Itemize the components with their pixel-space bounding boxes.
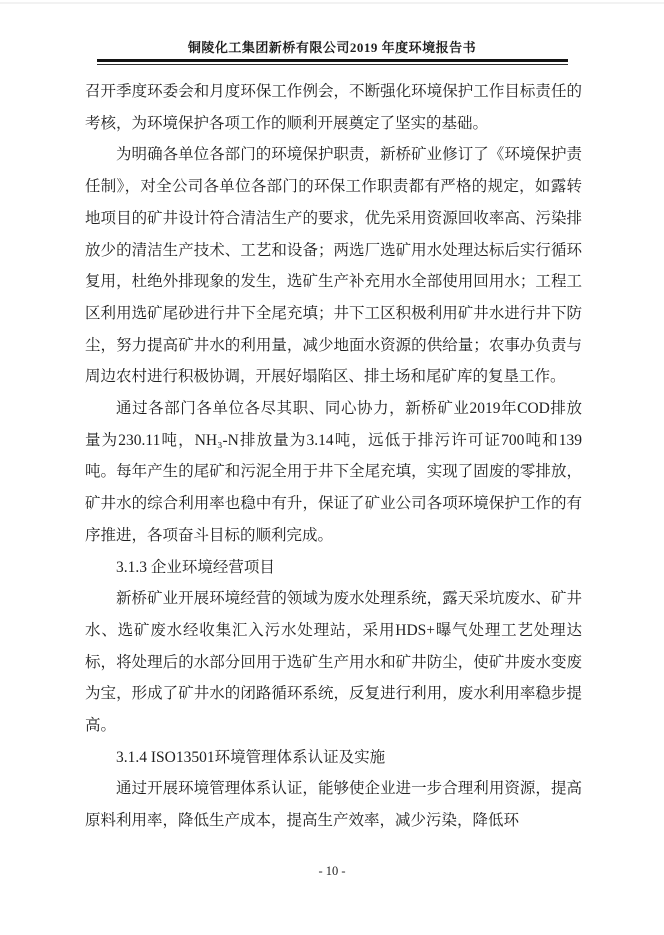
- document-body: [85, 76, 582, 837]
- scan-artifact-line: [0, 2, 664, 4]
- page-footer: [0, 864, 664, 879]
- section-heading: 3.1.3 企业环境经营项目: [116, 558, 275, 576]
- page-number: - 10 -: [318, 864, 346, 878]
- paragraph: 为明确各单位各部门的环境保护职责，新桥矿业修订了《环境保护责任制》，对全公司各单位各部门的环保工作职责都有严格的规定，如露转地项目的矿井设计符合清洁生产的要求，优先采用资源回收率高、污染排放少的清洁生产技术、工艺和设备；两选厂选矿用水处理达标后实行循环复用，杜绝外排现象的发生，选矿生产补充用水全部使用回用水；工程工区利用选矿尾砂进行井下全尾充填；井下工区积极利用矿井水进行井下防尘，努力提高矿井水的利用量，减少地面水资源的供给量；农事办负责与周边农村进行积极协调，开展好塌陷区、排土场和尾矿库的复垦工作。: [85, 146, 582, 386]
- paragraph-continuation: 召开季度环委会和月度环保工作例会，不断强化环境保护工作目标责任的考核，为环境保护各项工作的顺利开展奠定了坚实的基础。: [85, 83, 582, 132]
- page-header-title: 铜陵化工集团新桥有限公司2019 年度环境报告书: [187, 40, 477, 55]
- header-rule: [97, 59, 568, 65]
- paragraph: 新桥矿业开展环境经营的领域为废水处理系统，露天采坑废水、矿井水、选矿废水经收集汇入污水处理站，采用HDS+曝气处理工艺处理达标，将处理后的水部分回用于选矿生产用水和矿井防尘，使矿井废水变废为宝，形成了矿井水的闭路循环系统，反复进行利用，废水利用率稳步提高。: [85, 590, 582, 735]
- paragraph: 通过开展环境管理体系认证，能够使企业进一步合理利用资源，提高原料利用率，降低生产成本，提高生产效率，减少污染，降低环: [85, 780, 582, 830]
- section-heading: 3.1.4 ISO13501环境管理体系认证及实施: [116, 748, 386, 766]
- paragraph: 通过各部门各单位各尽其职、同心协力，新桥矿业2019年COD排放量为230.11吨，NH₃-N排放量为3.14吨，远低于排污许可证700吨和139吨。每年产生的尾矿和污泥全用于井下全尾充填，实现了固废的零排放，矿井水的综合利用率也稳中有升，保证了矿业公司各项环境保护工作的有序推进，各项奋斗目标的顺利完成。: [85, 400, 582, 544]
